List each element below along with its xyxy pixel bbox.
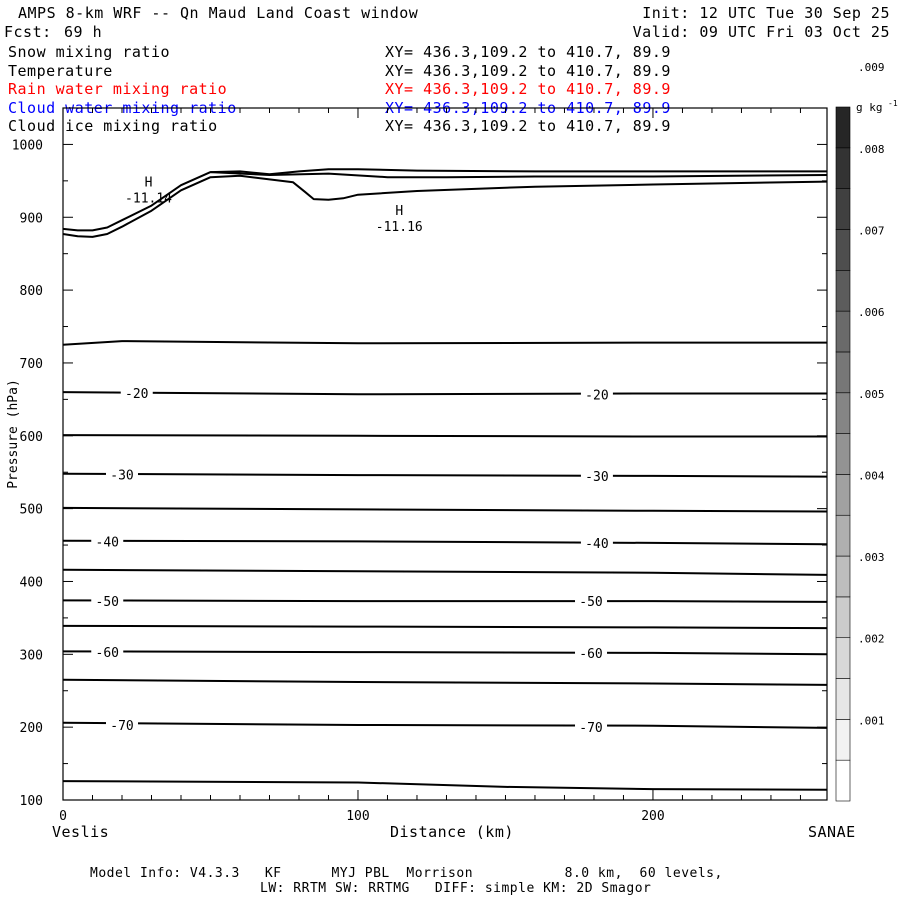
field-name: Cloud ice mixing ratio bbox=[8, 117, 218, 135]
colorbar-swatch bbox=[836, 434, 850, 475]
contour-label: -60 bbox=[95, 646, 119, 662]
colorbar-swatch bbox=[836, 679, 850, 720]
valid-time: Valid: 09 UTC Fri 03 Oct 25 bbox=[632, 23, 890, 41]
page-title: AMPS 8-km WRF -- Qn Maud Land Coast window bbox=[18, 4, 419, 22]
colorbar-swatch bbox=[836, 760, 850, 801]
x-tick-label: 0 bbox=[59, 809, 67, 824]
field-name: Temperature bbox=[8, 61, 113, 80]
isotherm-line bbox=[63, 508, 827, 512]
colorbar-swatch bbox=[836, 189, 850, 230]
contour-label: -30 bbox=[585, 469, 609, 485]
isotherm-line bbox=[63, 600, 827, 602]
init-time: Init: 12 UTC Tue 30 Sep 25 bbox=[642, 4, 890, 22]
colorbar-tick-label: .001 bbox=[858, 714, 885, 728]
model-info-line2: LW: RRTM SW: RRTMG DIFF: simple KM: 2D Smagor bbox=[260, 881, 652, 896]
field-xy: XY= 436.3,109.2 to 410.7, 89.9 bbox=[385, 98, 671, 117]
isotherm-line bbox=[63, 435, 827, 436]
y-tick-label: 100 bbox=[19, 794, 43, 809]
isotherm-line bbox=[63, 781, 827, 790]
high-value: -11.16 bbox=[375, 219, 423, 235]
colorbar-tick-label: .005 bbox=[858, 387, 885, 401]
colorbar-tick-label: .006 bbox=[858, 306, 885, 320]
y-tick-label: 500 bbox=[19, 502, 43, 518]
colorbar-swatch bbox=[836, 270, 850, 311]
isotherm-line bbox=[63, 723, 827, 728]
plot-frame bbox=[63, 108, 827, 800]
colorbar-swatch bbox=[836, 393, 850, 434]
field-xy: XY= 436.3,109.2 to 410.7, 89.9 bbox=[385, 117, 671, 135]
contour-label: -70 bbox=[579, 721, 603, 737]
y-tick-label: 900 bbox=[19, 211, 43, 227]
contour-label: -40 bbox=[585, 536, 609, 552]
isotherm-line bbox=[63, 626, 827, 628]
high-value: -11.14 bbox=[125, 191, 173, 207]
colorbar-tick-label: .003 bbox=[858, 551, 885, 565]
x-tick-label: 200 bbox=[641, 809, 665, 824]
colorbar-swatch bbox=[836, 515, 850, 556]
field-xy: XY= 436.3,109.2 to 410.7, 89.9 bbox=[385, 43, 671, 61]
colorbar-swatch bbox=[836, 474, 850, 515]
colorbar-tick-label: .009 bbox=[858, 61, 885, 75]
colorbar-swatch bbox=[836, 638, 850, 679]
colorbar-unit: g kg bbox=[856, 101, 883, 114]
y-tick-label: 800 bbox=[19, 284, 43, 300]
isotherm-line bbox=[63, 392, 827, 394]
low-level-contour bbox=[63, 176, 827, 237]
colorbar-swatch bbox=[836, 148, 850, 189]
field-xy: XY= 436.3,109.2 to 410.7, 89.9 bbox=[385, 61, 671, 80]
contour-label: -50 bbox=[95, 595, 119, 611]
isotherm-line bbox=[63, 570, 827, 575]
contour-label: -20 bbox=[585, 388, 609, 404]
y-axis-label: Pressure (hPa) bbox=[6, 379, 21, 489]
field-name: Cloud water mixing ratio bbox=[8, 98, 237, 117]
y-tick-label: 400 bbox=[19, 575, 43, 591]
contour-label: -50 bbox=[579, 595, 603, 611]
colorbar-swatch bbox=[836, 311, 850, 352]
isotherm-line bbox=[63, 651, 827, 654]
contour-label: -40 bbox=[95, 535, 119, 551]
high-marker: H bbox=[395, 203, 404, 219]
isotherm-line bbox=[63, 474, 827, 477]
y-tick-label: 200 bbox=[19, 721, 43, 737]
x-tick-label: 100 bbox=[346, 809, 370, 824]
isotherm-line bbox=[63, 680, 827, 685]
y-tick-label: 1000 bbox=[11, 138, 43, 154]
field-name: Rain water mixing ratio bbox=[8, 80, 228, 98]
field-xy: XY= 436.3,109.2 to 410.7, 89.9 bbox=[385, 80, 671, 98]
contour-label: -20 bbox=[125, 386, 149, 402]
isotherm-line bbox=[63, 341, 827, 345]
contour-label: -60 bbox=[579, 646, 603, 662]
x-start-label: Veslis bbox=[52, 823, 110, 841]
colorbar-tick-label: .004 bbox=[858, 469, 885, 483]
forecast-hours: 69 h bbox=[64, 23, 103, 41]
colorbar-swatch bbox=[836, 107, 850, 148]
y-tick-label: 300 bbox=[19, 648, 43, 664]
colorbar-swatch bbox=[836, 556, 850, 597]
colorbar-swatch bbox=[836, 597, 850, 638]
y-tick-label: 600 bbox=[19, 429, 43, 445]
isotherm-line bbox=[63, 541, 827, 545]
contour-label: -70 bbox=[110, 718, 134, 734]
colorbar-unit-exponent: -1 bbox=[888, 99, 898, 108]
y-tick-label: 700 bbox=[19, 356, 43, 372]
colorbar-swatch bbox=[836, 352, 850, 393]
colorbar-tick-label: .002 bbox=[858, 632, 885, 646]
forecast-label: Fcst: bbox=[4, 23, 52, 41]
colorbar-tick-label: .008 bbox=[858, 142, 885, 156]
low-level-contour bbox=[63, 169, 827, 230]
low-level-contour bbox=[211, 172, 828, 177]
contour-label: -30 bbox=[110, 468, 134, 484]
colorbar-swatch bbox=[836, 719, 850, 760]
colorbar-tick-label: .007 bbox=[858, 224, 885, 238]
model-info-line1: Model Info: V4.3.3 KF MYJ PBL Morrison 8.0 km, 60 levels, bbox=[90, 866, 723, 881]
colorbar-swatch bbox=[836, 229, 850, 270]
x-axis-label: Distance (km) bbox=[390, 823, 514, 841]
high-marker: H bbox=[144, 175, 153, 191]
x-end-label: SANAE bbox=[808, 823, 856, 841]
field-name: Snow mixing ratio bbox=[8, 43, 171, 61]
